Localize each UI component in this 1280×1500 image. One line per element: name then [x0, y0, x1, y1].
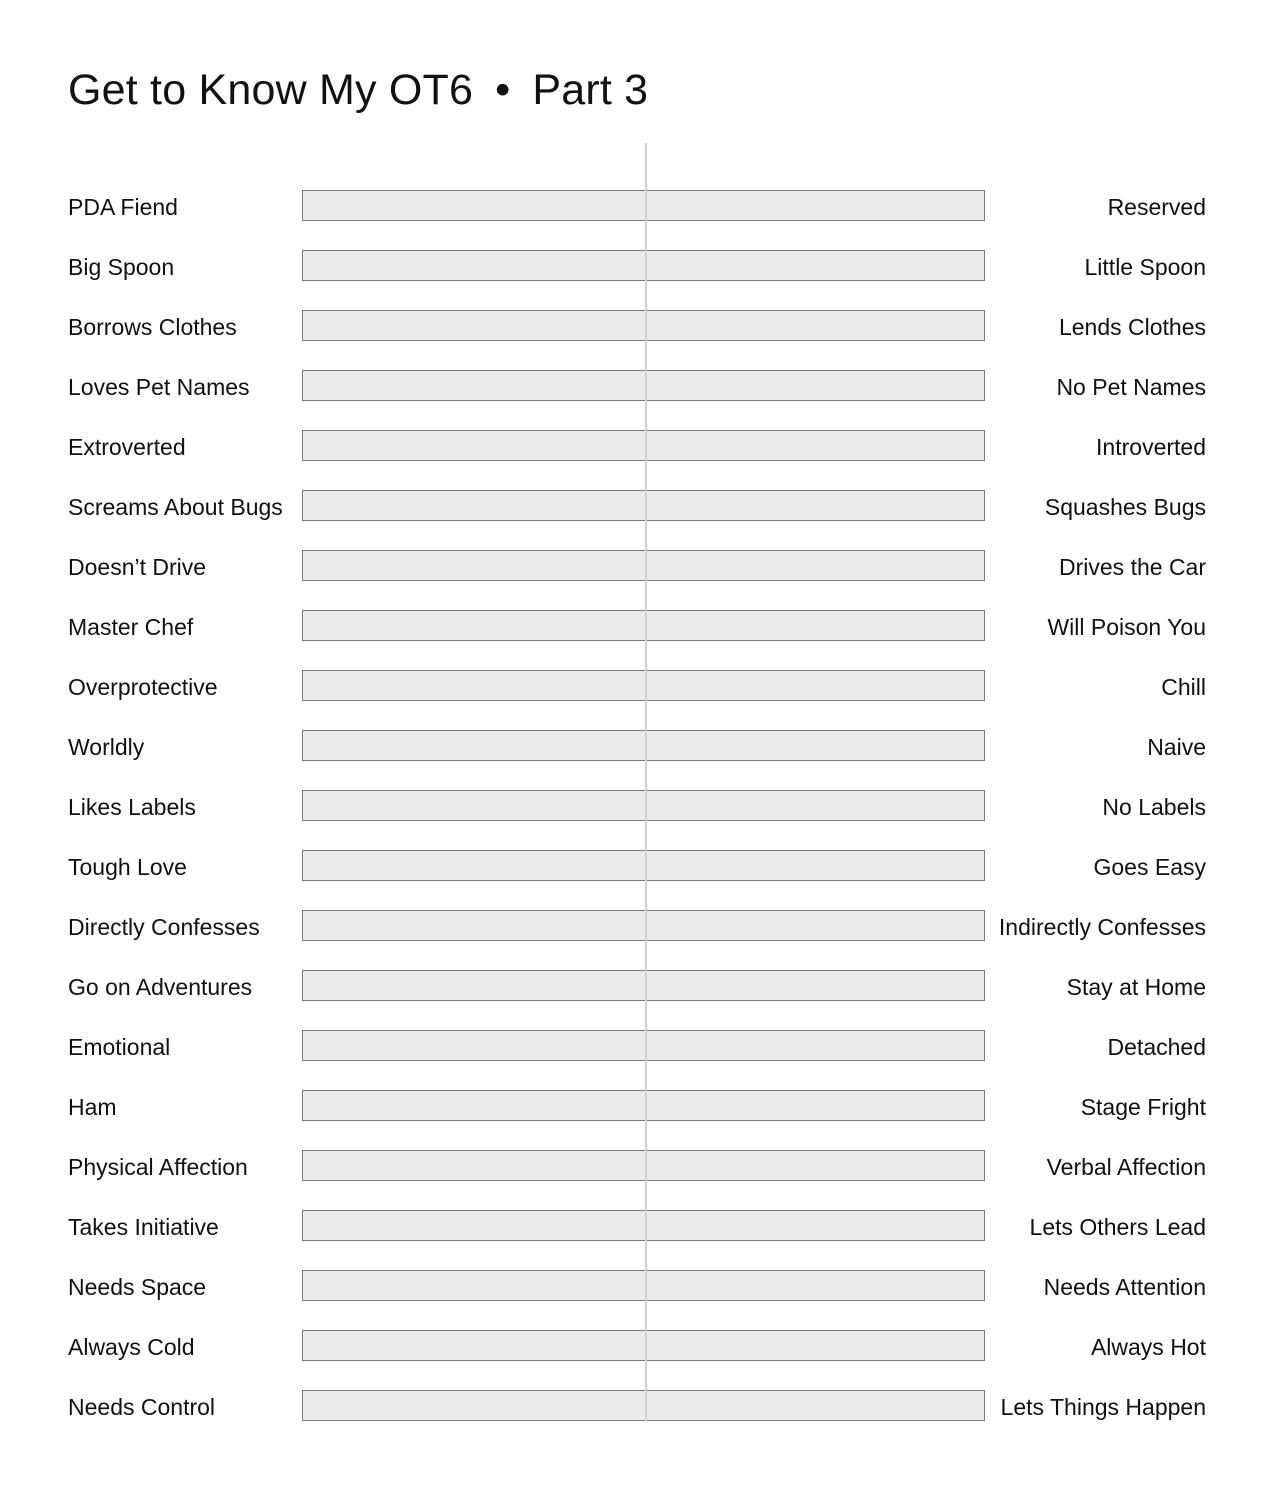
scale-track[interactable]: [302, 970, 985, 1001]
scale-row: [0, 490, 1280, 524]
scale-right-label: Lets Things Happen: [1000, 1394, 1206, 1420]
scale-row: [0, 970, 1280, 1004]
scale-track[interactable]: [302, 670, 985, 701]
scale-right-label: Lends Clothes: [1058, 314, 1206, 340]
scale-right-label: Introverted: [1096, 434, 1206, 460]
scale-left-label: PDA Fiend: [68, 194, 178, 220]
scale-left-label: Always Cold: [68, 1334, 195, 1360]
scale-track[interactable]: [302, 1330, 985, 1361]
scale-row: [0, 370, 1280, 404]
scale-track[interactable]: [302, 310, 985, 341]
scale-track[interactable]: [302, 850, 985, 881]
scale-row: [0, 430, 1280, 464]
scale-track[interactable]: [302, 430, 985, 461]
scale-track[interactable]: [302, 730, 985, 761]
scale-row: [0, 250, 1280, 284]
scale-left-label: Doesn’t Drive: [68, 554, 207, 580]
scale-right-label: Will Poison You: [1047, 614, 1206, 640]
scale-left-label: Tough Love: [68, 854, 187, 880]
scale-right-label: Stay at Home: [1066, 974, 1206, 1000]
scale-left-label: Big Spoon: [68, 254, 175, 280]
scale-right-label: Verbal Affection: [1046, 1154, 1206, 1180]
scale-row: [0, 1210, 1280, 1244]
scale-right-label: No Pet Names: [1056, 374, 1206, 400]
scale-row: [0, 670, 1280, 704]
scale-left-label: Needs Control: [68, 1394, 216, 1420]
scale-row: [0, 310, 1280, 344]
scale-track[interactable]: [302, 1390, 985, 1421]
scale-track[interactable]: [302, 1030, 985, 1061]
scale-left-label: Loves Pet Names: [68, 374, 250, 400]
scale-left-label: Borrows Clothes: [68, 314, 237, 340]
scale-left-label: Screams About Bugs: [68, 494, 283, 520]
scale-left-label: Emotional: [68, 1034, 171, 1060]
scale-right-label: Squashes Bugs: [1044, 494, 1206, 520]
scale-track[interactable]: [302, 1150, 985, 1181]
scale-track[interactable]: [302, 250, 985, 281]
scale-row: [0, 1030, 1280, 1064]
scale-row: [0, 1330, 1280, 1364]
scale-row: [0, 790, 1280, 824]
scale-left-label: Overprotective: [68, 674, 218, 700]
scale-row: [0, 910, 1280, 944]
scale-row: [0, 1390, 1280, 1424]
scale-row: [0, 1090, 1280, 1124]
scale-row: [0, 730, 1280, 764]
scale-right-label: Drives the Car: [1059, 554, 1206, 580]
title-separator: •: [495, 66, 511, 114]
scale-left-label: Likes Labels: [68, 794, 196, 820]
scale-left-label: Go on Adventures: [68, 974, 253, 1000]
scale-row: [0, 1270, 1280, 1304]
scale-row: [0, 190, 1280, 224]
scale-track[interactable]: [302, 1090, 985, 1121]
scale-row: [0, 850, 1280, 884]
scale-left-label: Ham: [68, 1094, 117, 1120]
title-part: Part 3: [532, 66, 649, 114]
scale-right-label: Indirectly Confesses: [998, 914, 1206, 940]
scale-track[interactable]: [302, 910, 985, 941]
scale-left-label: Directly Confesses: [68, 914, 260, 940]
scale-left-label: Takes Initiative: [68, 1214, 219, 1240]
scale-left-label: Master Chef: [68, 614, 194, 640]
scale-right-label: Goes Easy: [1093, 854, 1206, 880]
scale-track[interactable]: [302, 1270, 985, 1301]
scale-track[interactable]: [302, 1210, 985, 1241]
scale-track[interactable]: [302, 610, 985, 641]
scale-right-label: No Labels: [1102, 794, 1206, 820]
scale-right-label: Always Hot: [1090, 1334, 1206, 1360]
scale-track[interactable]: [302, 790, 985, 821]
scale-track[interactable]: [302, 370, 985, 401]
scale-left-label: Worldly: [68, 734, 145, 760]
scale-left-label: Needs Space: [68, 1274, 207, 1300]
scale-right-label: Little Spoon: [1084, 254, 1206, 280]
scale-right-label: Needs Attention: [1043, 1274, 1206, 1300]
title-main: Get to Know My OT6: [68, 66, 474, 114]
center-divider-line: [645, 143, 647, 1421]
scale-right-label: Detached: [1107, 1034, 1206, 1060]
scale-right-label: Lets Others Lead: [1029, 1214, 1206, 1240]
scale-right-label: Chill: [1161, 674, 1206, 700]
scale-right-label: Stage Fright: [1080, 1094, 1206, 1120]
scale-track[interactable]: [302, 490, 985, 521]
scale-track[interactable]: [302, 190, 985, 221]
scale-right-label: Naive: [1147, 734, 1206, 760]
scale-left-label: Physical Affection: [68, 1154, 248, 1180]
scale-row: [0, 550, 1280, 584]
scale-track[interactable]: [302, 550, 985, 581]
scale-left-label: Extroverted: [68, 434, 186, 460]
scale-row: [0, 1150, 1280, 1184]
scale-row: [0, 610, 1280, 644]
scale-right-label: Reserved: [1107, 194, 1206, 220]
